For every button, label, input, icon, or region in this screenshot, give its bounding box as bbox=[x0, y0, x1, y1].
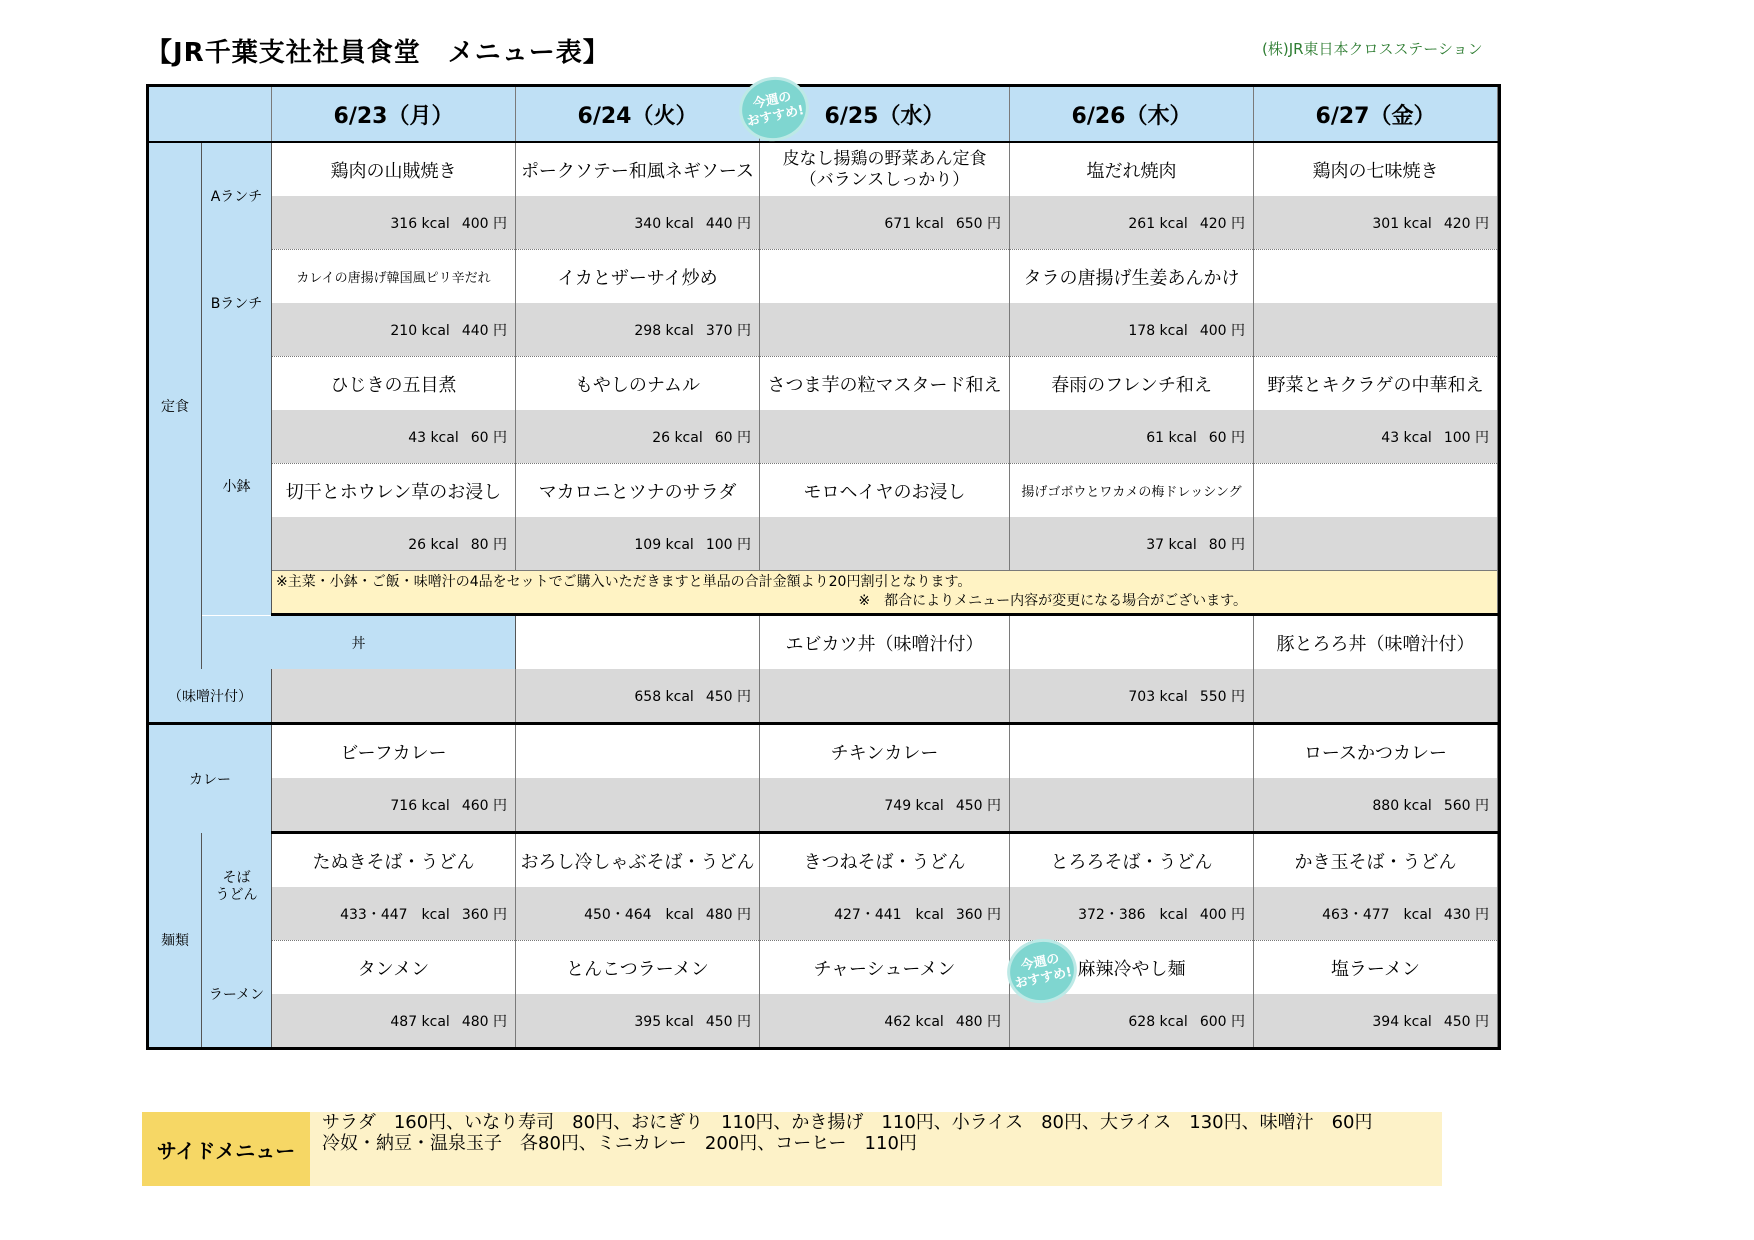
menu-item-name: ひじきの五目煮 bbox=[272, 357, 516, 411]
price: 400 円 bbox=[1199, 322, 1245, 339]
curry-name-row bbox=[148, 724, 1500, 779]
b-lunch-price-row bbox=[148, 303, 1500, 357]
kcal: 462 kcal bbox=[884, 1013, 944, 1030]
menu-item-name: 麻辣冷やし麺 bbox=[1010, 941, 1254, 995]
company-name: (株)JR東日本クロスステーション bbox=[1262, 40, 1483, 58]
menu-item-price bbox=[1254, 669, 1498, 724]
menu-item-price bbox=[760, 303, 1010, 357]
menu-item-name: チャーシューメン bbox=[760, 941, 1010, 995]
kcal: 463・477 kcal bbox=[1322, 906, 1432, 923]
price: 460 円 bbox=[461, 797, 507, 814]
menu-item-price bbox=[516, 410, 760, 464]
a-lunch-name-row bbox=[148, 142, 1500, 196]
menu-item-price bbox=[760, 887, 1010, 941]
price: 400 円 bbox=[461, 215, 507, 232]
menu-item-name bbox=[1010, 615, 1254, 670]
menu-item-name: もやしのナムル bbox=[516, 357, 760, 411]
kcal: 372・386 kcal bbox=[1078, 906, 1188, 923]
menu-item-name bbox=[1254, 464, 1498, 518]
day-header: 6/24（火） bbox=[516, 86, 760, 143]
menu-item-name: たぬきそば・うどん bbox=[272, 833, 516, 888]
noodles-label: 麺類 bbox=[148, 833, 202, 1049]
menu-item-name: きつねそば・うどん bbox=[760, 833, 1010, 888]
kobachi2-price-row bbox=[148, 517, 1500, 571]
price: 440 円 bbox=[461, 322, 507, 339]
menu-item-price bbox=[1010, 887, 1254, 941]
menu-item-name: タンメン bbox=[272, 941, 516, 995]
price: 430 円 bbox=[1443, 906, 1489, 923]
menu-item-price bbox=[272, 303, 516, 357]
menu-item-price bbox=[516, 778, 760, 833]
menu-item-price bbox=[1010, 994, 1254, 1049]
kcal: 340 kcal bbox=[634, 215, 694, 232]
menu-item-name: とろろそば・うどん bbox=[1010, 833, 1254, 888]
menu-item-price bbox=[760, 410, 1010, 464]
price: 60 円 bbox=[470, 429, 507, 446]
price: 360 円 bbox=[461, 906, 507, 923]
menu-item-price bbox=[1010, 669, 1254, 724]
menu-item-price bbox=[760, 994, 1010, 1049]
kcal: 43 kcal bbox=[1381, 429, 1432, 446]
set-discount-note bbox=[272, 571, 1498, 615]
menu-item-name: イカとザーサイ炒め bbox=[516, 250, 760, 304]
menu-item-price bbox=[272, 410, 516, 464]
menu-item-price bbox=[760, 669, 1010, 724]
curry-label: カレー bbox=[148, 724, 272, 833]
don-price-row bbox=[148, 669, 1500, 724]
price: 420 円 bbox=[1199, 215, 1245, 232]
kcal: 450・464 kcal bbox=[584, 906, 694, 923]
menu-item-name: マカロニとツナのサラダ bbox=[516, 464, 760, 518]
price: 100 円 bbox=[705, 536, 751, 553]
menu-item-price bbox=[1010, 196, 1254, 250]
kcal: 210 kcal bbox=[390, 322, 450, 339]
menu-item-price bbox=[516, 517, 760, 571]
menu-item-name: モロヘイヤのお浸し bbox=[760, 464, 1010, 518]
kcal: 109 kcal bbox=[634, 536, 694, 553]
menu-item-name: エビカツ丼（味噌汁付） bbox=[760, 615, 1010, 670]
don-sub-label: （味噌汁付） bbox=[148, 669, 272, 724]
price: 480 円 bbox=[461, 1013, 507, 1030]
note-line1: ※主菜・小鉢・ご飯・味噌汁の4品をセットでご購入いただきますと単品の合計金額より20円割引となります。 bbox=[276, 574, 972, 590]
kcal: 178 kcal bbox=[1128, 322, 1188, 339]
menu-item-price bbox=[272, 669, 516, 724]
soba-label bbox=[202, 833, 272, 941]
menu-item-price bbox=[516, 887, 760, 941]
kcal: 261 kcal bbox=[1128, 215, 1188, 232]
menu-item-name: おろし冷しゃぶそば・うどん bbox=[516, 833, 760, 888]
header-corner bbox=[148, 86, 272, 143]
menu-item-price bbox=[516, 994, 760, 1049]
menu-item-name: 春雨のフレンチ和え bbox=[1010, 357, 1254, 411]
kobachi1-name-row bbox=[148, 357, 1500, 411]
price: 450 円 bbox=[1443, 1013, 1489, 1030]
kcal: 749 kcal bbox=[884, 797, 944, 814]
price: 400 円 bbox=[1199, 906, 1245, 923]
price: 480 円 bbox=[705, 906, 751, 923]
menu-item-name: 塩だれ焼肉 bbox=[1010, 142, 1254, 196]
menu-item-name: ビーフカレー bbox=[272, 724, 516, 779]
recommend-badge-text: 今週の おすすめ! bbox=[745, 89, 806, 130]
price: 480 円 bbox=[955, 1013, 1001, 1030]
kcal: 26 kcal bbox=[408, 536, 459, 553]
price: 420 円 bbox=[1443, 215, 1489, 232]
menu-item-name bbox=[760, 250, 1010, 304]
menu-item-price bbox=[272, 517, 516, 571]
menu-item-price bbox=[1010, 303, 1254, 357]
price: 650 円 bbox=[955, 215, 1001, 232]
menu-item-price bbox=[272, 887, 516, 941]
page-title: 【JR千葉支社社員食堂 メニュー表】 bbox=[146, 38, 610, 68]
kcal: 628 kcal bbox=[1128, 1013, 1188, 1030]
note-line2: ※ 都合によりメニュー内容が変更になる場合がございます。 bbox=[858, 593, 1247, 609]
price: 80 円 bbox=[470, 536, 507, 553]
price: 600 円 bbox=[1199, 1013, 1245, 1030]
price: 60 円 bbox=[714, 429, 751, 446]
kcal: 703 kcal bbox=[1128, 688, 1188, 705]
kcal: 394 kcal bbox=[1372, 1013, 1432, 1030]
menu-item-name-line1: 皮なし揚鶏の野菜あん定食 bbox=[782, 148, 987, 169]
ramen-name-row bbox=[148, 941, 1500, 995]
menu-item-price bbox=[1254, 994, 1498, 1049]
day-header: 6/25（水） bbox=[760, 86, 1010, 143]
menu-item-name: 塩ラーメン bbox=[1254, 941, 1498, 995]
menu-item-name bbox=[1254, 250, 1498, 304]
menu-item-name: ロースかつカレー bbox=[1254, 724, 1498, 779]
price: 370 円 bbox=[705, 322, 751, 339]
kcal: 26 kcal bbox=[652, 429, 703, 446]
kcal: 433・447 kcal bbox=[340, 906, 450, 923]
b-lunch-name-row bbox=[148, 250, 1500, 304]
menu-item-name: カレイの唐揚げ韓国風ピリ辛だれ bbox=[272, 250, 516, 304]
day-header: 6/26（木） bbox=[1010, 86, 1254, 143]
side-menu-line2: 冷奴・納豆・温泉玉子 各80円、ミニカレー 200円、コーヒー 110円 bbox=[322, 1133, 917, 1154]
soba-price-row bbox=[148, 887, 1500, 941]
price: 550 円 bbox=[1199, 688, 1245, 705]
menu-item-name bbox=[516, 724, 760, 779]
side-menu bbox=[142, 1112, 1442, 1186]
kcal: 43 kcal bbox=[408, 429, 459, 446]
price: 60 円 bbox=[1208, 429, 1245, 446]
menu-item-name: かき玉そば・うどん bbox=[1254, 833, 1498, 888]
menu-item-name: 豚とろろ丼（味噌汁付） bbox=[1254, 615, 1498, 670]
kcal: 427・441 kcal bbox=[834, 906, 944, 923]
kcal: 37 kcal bbox=[1146, 536, 1197, 553]
menu-item-name: 鶏肉の七味焼き bbox=[1254, 142, 1498, 196]
kcal: 716 kcal bbox=[390, 797, 450, 814]
menu-item-name: 切干とホウレン草のお浸し bbox=[272, 464, 516, 518]
side-menu-label: サイドメニュー bbox=[142, 1112, 310, 1186]
menu-item-name: さつま芋の粒マスタード和え bbox=[760, 357, 1010, 411]
menu-item-name bbox=[760, 142, 1010, 196]
menu-item-price bbox=[1254, 887, 1498, 941]
price: 360 円 bbox=[955, 906, 1001, 923]
kcal: 487 kcal bbox=[390, 1013, 450, 1030]
kobachi1-price-row bbox=[148, 410, 1500, 464]
menu-item-price bbox=[272, 778, 516, 833]
menu-item-name: 野菜とキクラゲの中華和え bbox=[1254, 357, 1498, 411]
kcal: 658 kcal bbox=[634, 688, 694, 705]
recommend-badge-text: 今週の おすすめ! bbox=[1013, 951, 1074, 992]
menu-item-name bbox=[516, 615, 760, 670]
soba-label-text: そば うどん bbox=[215, 869, 258, 903]
a-lunch-label: Aランチ bbox=[202, 142, 272, 250]
menu-table bbox=[146, 84, 1501, 1050]
price: 440 円 bbox=[705, 215, 751, 232]
menu-item-name: チキンカレー bbox=[760, 724, 1010, 779]
menu-item-price bbox=[516, 669, 760, 724]
menu-item-price bbox=[760, 517, 1010, 571]
menu-item-price bbox=[1254, 410, 1498, 464]
price: 100 円 bbox=[1443, 429, 1489, 446]
menu-item-price bbox=[1010, 410, 1254, 464]
menu-item-price bbox=[272, 994, 516, 1049]
menu-item-name: 揚げゴボウとワカメの梅ドレッシング bbox=[1010, 464, 1254, 518]
kobachi-label: 小鉢 bbox=[202, 357, 272, 615]
ramen-price-row bbox=[148, 994, 1500, 1049]
don-name-row bbox=[148, 615, 1500, 670]
side-menu-line1: サラダ 160円、いなり寿司 80円、おにぎり 110円、かき揚げ 110円、小ライス 80円、大ライス 130円、味噌汁 60円 bbox=[322, 1112, 1373, 1133]
menu-item-name: タラの唐揚げ生姜あんかけ bbox=[1010, 250, 1254, 304]
kcal: 301 kcal bbox=[1372, 215, 1432, 232]
teishoku-label: 定食 bbox=[148, 142, 202, 669]
menu-item-price bbox=[1254, 778, 1498, 833]
kcal: 316 kcal bbox=[390, 215, 450, 232]
price: 450 円 bbox=[705, 688, 751, 705]
menu-item-price bbox=[760, 196, 1010, 250]
don-label: 丼 bbox=[202, 615, 516, 670]
menu-item-price bbox=[1254, 517, 1498, 571]
menu-item-name-line2: （バランスしっかり） bbox=[799, 169, 970, 190]
ramen-label: ラーメン bbox=[202, 941, 272, 1049]
notes-row bbox=[148, 571, 1500, 615]
menu-item-name: 鶏肉の山賊焼き bbox=[272, 142, 516, 196]
menu-item-price bbox=[760, 778, 1010, 833]
kcal: 395 kcal bbox=[634, 1013, 694, 1030]
menu-item-price bbox=[516, 303, 760, 357]
menu-item-name bbox=[1498, 615, 1500, 670]
day-header: 6/27（金） bbox=[1254, 86, 1498, 143]
kcal: 671 kcal bbox=[884, 215, 944, 232]
kcal: 298 kcal bbox=[634, 322, 694, 339]
side-menu-text bbox=[322, 1112, 1373, 1154]
price: 80 円 bbox=[1208, 536, 1245, 553]
kcal: 61 kcal bbox=[1146, 429, 1197, 446]
kobachi2-name-row bbox=[148, 464, 1500, 518]
a-lunch-price-row bbox=[148, 196, 1500, 250]
header-row bbox=[148, 86, 1500, 143]
price: 450 円 bbox=[705, 1013, 751, 1030]
price: 450 円 bbox=[955, 797, 1001, 814]
menu-item-name bbox=[1010, 724, 1254, 779]
price: 560 円 bbox=[1443, 797, 1489, 814]
kcal: 880 kcal bbox=[1372, 797, 1432, 814]
menu-item-price bbox=[272, 196, 516, 250]
menu-item-name: ポークソテー和風ネギソース bbox=[516, 142, 760, 196]
soba-name-row bbox=[148, 833, 1500, 888]
menu-item-name: とんこつラーメン bbox=[516, 941, 760, 995]
day-header: 6/23（月） bbox=[272, 86, 516, 143]
menu-item-price bbox=[516, 196, 760, 250]
curry-price-row bbox=[148, 778, 1500, 833]
b-lunch-label: Bランチ bbox=[202, 250, 272, 357]
menu-item-price bbox=[1010, 517, 1254, 571]
menu-item-price bbox=[1254, 196, 1498, 250]
menu-item-price bbox=[1254, 303, 1498, 357]
menu-item-price bbox=[1010, 778, 1254, 833]
